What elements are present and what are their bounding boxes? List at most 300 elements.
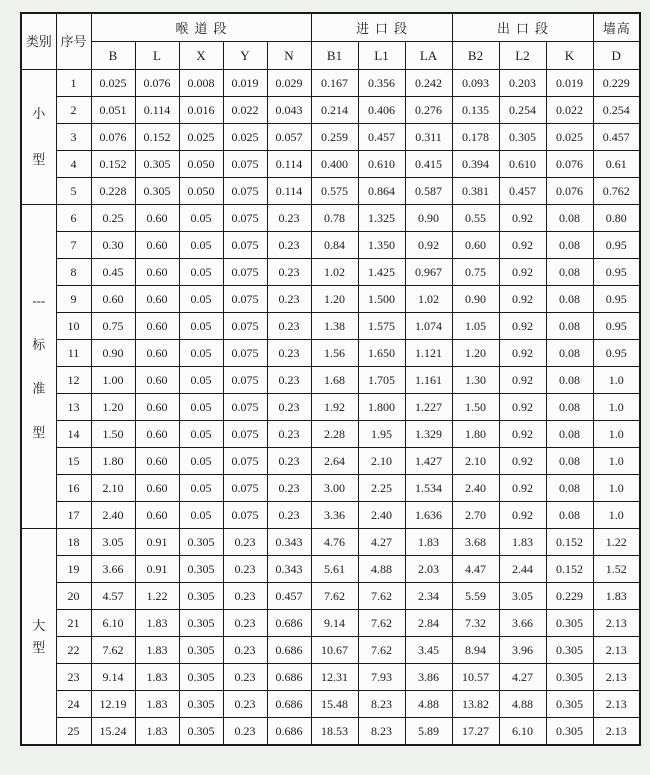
- value-cell-Y: 0.019: [223, 70, 267, 97]
- row-number-cell: 21: [56, 610, 91, 637]
- header-col-K: K: [546, 42, 593, 70]
- value-cell-B: 0.152: [91, 151, 135, 178]
- category-label-line: ---: [32, 292, 46, 308]
- value-cell-B1: 1.20: [311, 286, 358, 313]
- value-cell-L: 1.83: [135, 610, 179, 637]
- value-cell-L2: 0.92: [499, 502, 546, 529]
- value-cell-X: 0.305: [179, 718, 223, 746]
- value-cell-N: 0.686: [267, 691, 311, 718]
- value-cell-LA: 2.34: [405, 583, 452, 610]
- value-cell-X: 0.05: [179, 421, 223, 448]
- value-cell-X: 0.050: [179, 151, 223, 178]
- value-cell-X: 0.05: [179, 448, 223, 475]
- value-cell-K: 0.08: [546, 232, 593, 259]
- value-cell-B: 3.66: [91, 556, 135, 583]
- value-cell-B2: 10.57: [452, 664, 499, 691]
- value-cell-X: 0.05: [179, 394, 223, 421]
- value-cell-D: 1.83: [593, 583, 640, 610]
- value-cell-L2: 0.92: [499, 367, 546, 394]
- value-cell-B: 4.57: [91, 583, 135, 610]
- value-cell-L1: 1.425: [358, 259, 405, 286]
- value-cell-L1: 7.62: [358, 637, 405, 664]
- value-cell-X: 0.016: [179, 97, 223, 124]
- table-row: [21, 313, 640, 340]
- value-cell-B2: 8.94: [452, 637, 499, 664]
- value-cell-X: 0.05: [179, 367, 223, 394]
- value-cell-L: 0.60: [135, 448, 179, 475]
- row-number-cell: 7: [56, 232, 91, 259]
- value-cell-L2: 0.203: [499, 70, 546, 97]
- value-cell-X: 0.305: [179, 529, 223, 556]
- value-cell-B2: 0.093: [452, 70, 499, 97]
- value-cell-L2: 0.92: [499, 313, 546, 340]
- dimension-table: [20, 12, 641, 746]
- table-row: [21, 286, 640, 313]
- value-cell-Y: 0.075: [223, 367, 267, 394]
- value-cell-N: 0.686: [267, 718, 311, 746]
- value-cell-L2: 0.92: [499, 340, 546, 367]
- value-cell-L2: 6.10: [499, 718, 546, 746]
- table-row: [21, 367, 640, 394]
- value-cell-B1: 15.48: [311, 691, 358, 718]
- value-cell-N: 0.23: [267, 502, 311, 529]
- value-cell-B1: 4.76: [311, 529, 358, 556]
- value-cell-B1: 12.31: [311, 664, 358, 691]
- value-cell-Y: 0.23: [223, 691, 267, 718]
- value-cell-Y: 0.025: [223, 124, 267, 151]
- value-cell-L2: 0.92: [499, 232, 546, 259]
- value-cell-LA: 1.02: [405, 286, 452, 313]
- value-cell-L2: 1.83: [499, 529, 546, 556]
- value-cell-N: 0.343: [267, 529, 311, 556]
- value-cell-D: 0.762: [593, 178, 640, 205]
- value-cell-L: 1.83: [135, 637, 179, 664]
- value-cell-L: 0.305: [135, 178, 179, 205]
- value-cell-Y: 0.075: [223, 448, 267, 475]
- value-cell-L2: 0.92: [499, 421, 546, 448]
- value-cell-L2: 0.610: [499, 151, 546, 178]
- table-row: [21, 124, 640, 151]
- value-cell-D: 2.13: [593, 610, 640, 637]
- value-cell-B: 15.24: [91, 718, 135, 746]
- value-cell-K: 0.08: [546, 313, 593, 340]
- value-cell-D: 0.95: [593, 286, 640, 313]
- header-group-outlet: 出口段: [452, 13, 593, 42]
- value-cell-X: 0.008: [179, 70, 223, 97]
- value-cell-N: 0.23: [267, 259, 311, 286]
- value-cell-LA: 1.636: [405, 502, 452, 529]
- value-cell-B: 2.10: [91, 475, 135, 502]
- row-number-cell: 13: [56, 394, 91, 421]
- value-cell-L: 1.22: [135, 583, 179, 610]
- value-cell-LA: 1.121: [405, 340, 452, 367]
- value-cell-D: 0.95: [593, 340, 640, 367]
- value-cell-K: 0.08: [546, 340, 593, 367]
- value-cell-B1: 18.53: [311, 718, 358, 746]
- value-cell-D: 2.13: [593, 664, 640, 691]
- table-header: [21, 13, 640, 70]
- value-cell-Y: 0.075: [223, 232, 267, 259]
- value-cell-B2: 0.75: [452, 259, 499, 286]
- value-cell-Y: 0.075: [223, 502, 267, 529]
- value-cell-K: 0.08: [546, 421, 593, 448]
- header-col-L: L: [135, 42, 179, 70]
- category-cell-标准型: [21, 205, 56, 529]
- value-cell-Y: 0.23: [223, 556, 267, 583]
- table-row: [21, 583, 640, 610]
- value-cell-K: 0.08: [546, 448, 593, 475]
- value-cell-B: 7.62: [91, 637, 135, 664]
- value-cell-B1: 2.28: [311, 421, 358, 448]
- value-cell-LA: 1.83: [405, 529, 452, 556]
- value-cell-D: 1.0: [593, 394, 640, 421]
- value-cell-D: 1.0: [593, 502, 640, 529]
- value-cell-B1: 3.00: [311, 475, 358, 502]
- value-cell-L2: 0.92: [499, 475, 546, 502]
- value-cell-B2: 7.32: [452, 610, 499, 637]
- value-cell-B2: 2.40: [452, 475, 499, 502]
- value-cell-N: 0.23: [267, 394, 311, 421]
- value-cell-B2: 13.82: [452, 691, 499, 718]
- header-row-subcolumns: [21, 42, 640, 70]
- value-cell-N: 0.043: [267, 97, 311, 124]
- value-cell-N: 0.343: [267, 556, 311, 583]
- value-cell-Y: 0.23: [223, 583, 267, 610]
- value-cell-B1: 0.575: [311, 178, 358, 205]
- value-cell-B1: 3.36: [311, 502, 358, 529]
- value-cell-K: 0.019: [546, 70, 593, 97]
- value-cell-L2: 0.92: [499, 205, 546, 232]
- value-cell-K: 0.305: [546, 664, 593, 691]
- value-cell-Y: 0.075: [223, 259, 267, 286]
- value-cell-LA: 0.311: [405, 124, 452, 151]
- value-cell-L2: 3.05: [499, 583, 546, 610]
- value-cell-LA: 0.415: [405, 151, 452, 178]
- row-number-cell: 6: [56, 205, 91, 232]
- value-cell-D: 0.95: [593, 313, 640, 340]
- value-cell-K: 0.08: [546, 259, 593, 286]
- value-cell-L: 0.60: [135, 394, 179, 421]
- value-cell-L1: 0.356: [358, 70, 405, 97]
- table-row: [21, 421, 640, 448]
- value-cell-LA: 2.84: [405, 610, 452, 637]
- value-cell-K: 0.08: [546, 367, 593, 394]
- value-cell-Y: 0.075: [223, 421, 267, 448]
- value-cell-B1: 1.68: [311, 367, 358, 394]
- row-number-cell: 11: [56, 340, 91, 367]
- value-cell-K: 0.08: [546, 394, 593, 421]
- value-cell-N: 0.23: [267, 313, 311, 340]
- value-cell-LA: 1.534: [405, 475, 452, 502]
- table-row: [21, 448, 640, 475]
- value-cell-N: 0.23: [267, 232, 311, 259]
- category-label-line: 小: [32, 106, 46, 121]
- value-cell-N: 0.057: [267, 124, 311, 151]
- value-cell-D: 0.254: [593, 97, 640, 124]
- value-cell-B: 1.50: [91, 421, 135, 448]
- value-cell-LA: 0.276: [405, 97, 452, 124]
- value-cell-X: 0.05: [179, 286, 223, 313]
- value-cell-LA: 3.86: [405, 664, 452, 691]
- table-row: [21, 475, 640, 502]
- header-serial: 序号: [56, 13, 91, 70]
- value-cell-D: 0.80: [593, 205, 640, 232]
- row-number-cell: 22: [56, 637, 91, 664]
- value-cell-L: 0.114: [135, 97, 179, 124]
- value-cell-B: 1.20: [91, 394, 135, 421]
- value-cell-B: 1.80: [91, 448, 135, 475]
- value-cell-L2: 0.92: [499, 448, 546, 475]
- value-cell-B: 0.90: [91, 340, 135, 367]
- value-cell-X: 0.305: [179, 691, 223, 718]
- row-number-cell: 25: [56, 718, 91, 746]
- value-cell-D: 2.13: [593, 637, 640, 664]
- row-number-cell: 9: [56, 286, 91, 313]
- value-cell-L1: 1.350: [358, 232, 405, 259]
- value-cell-B2: 0.381: [452, 178, 499, 205]
- value-cell-L: 0.60: [135, 232, 179, 259]
- value-cell-X: 0.05: [179, 475, 223, 502]
- value-cell-L: 0.60: [135, 340, 179, 367]
- value-cell-B1: 1.92: [311, 394, 358, 421]
- value-cell-N: 0.114: [267, 151, 311, 178]
- table-body: [21, 70, 640, 746]
- value-cell-L1: 4.88: [358, 556, 405, 583]
- value-cell-B2: 2.10: [452, 448, 499, 475]
- value-cell-N: 0.23: [267, 367, 311, 394]
- value-cell-B: 12.19: [91, 691, 135, 718]
- value-cell-N: 0.029: [267, 70, 311, 97]
- value-cell-B2: 0.178: [452, 124, 499, 151]
- value-cell-LA: 0.967: [405, 259, 452, 286]
- category-label-line: 准: [32, 380, 46, 396]
- row-number-cell: 4: [56, 151, 91, 178]
- value-cell-B2: 0.60: [452, 232, 499, 259]
- value-cell-L: 0.60: [135, 313, 179, 340]
- value-cell-B2: 4.47: [452, 556, 499, 583]
- value-cell-L1: 0.457: [358, 124, 405, 151]
- value-cell-B2: 0.55: [452, 205, 499, 232]
- value-cell-B2: 0.135: [452, 97, 499, 124]
- value-cell-N: 0.457: [267, 583, 311, 610]
- category-label: [22, 205, 56, 528]
- value-cell-L1: 1.575: [358, 313, 405, 340]
- row-number-cell: 16: [56, 475, 91, 502]
- value-cell-N: 0.686: [267, 664, 311, 691]
- value-cell-K: 0.08: [546, 286, 593, 313]
- value-cell-L1: 1.800: [358, 394, 405, 421]
- value-cell-B: 2.40: [91, 502, 135, 529]
- value-cell-L: 1.83: [135, 718, 179, 746]
- value-cell-L: 0.60: [135, 367, 179, 394]
- value-cell-D: 0.229: [593, 70, 640, 97]
- category-label-line: 大: [32, 617, 46, 633]
- row-number-cell: 10: [56, 313, 91, 340]
- value-cell-Y: 0.075: [223, 340, 267, 367]
- table-row: [21, 205, 640, 232]
- value-cell-B1: 0.84: [311, 232, 358, 259]
- value-cell-L1: 0.610: [358, 151, 405, 178]
- value-cell-L1: 7.62: [358, 583, 405, 610]
- value-cell-B1: 0.214: [311, 97, 358, 124]
- header-col-Y: Y: [223, 42, 267, 70]
- row-number-cell: 19: [56, 556, 91, 583]
- value-cell-Y: 0.075: [223, 178, 267, 205]
- value-cell-L2: 0.305: [499, 124, 546, 151]
- value-cell-Y: 0.075: [223, 313, 267, 340]
- value-cell-L: 0.60: [135, 502, 179, 529]
- value-cell-L1: 1.650: [358, 340, 405, 367]
- table-row: [21, 151, 640, 178]
- row-number-cell: 17: [56, 502, 91, 529]
- header-col-B2: B2: [452, 42, 499, 70]
- value-cell-X: 0.305: [179, 664, 223, 691]
- value-cell-L2: 0.92: [499, 286, 546, 313]
- value-cell-X: 0.05: [179, 205, 223, 232]
- row-number-cell: 12: [56, 367, 91, 394]
- value-cell-D: 1.22: [593, 529, 640, 556]
- table-row: [21, 556, 640, 583]
- row-number-cell: 18: [56, 529, 91, 556]
- row-number-cell: 3: [56, 124, 91, 151]
- category-label: [22, 529, 56, 744]
- value-cell-L: 1.83: [135, 664, 179, 691]
- value-cell-B2: 0.394: [452, 151, 499, 178]
- value-cell-L2: 3.96: [499, 637, 546, 664]
- value-cell-L1: 2.40: [358, 502, 405, 529]
- value-cell-L1: 1.95: [358, 421, 405, 448]
- value-cell-D: 1.0: [593, 475, 640, 502]
- value-cell-X: 0.305: [179, 556, 223, 583]
- value-cell-L: 0.60: [135, 286, 179, 313]
- header-col-LA: LA: [405, 42, 452, 70]
- value-cell-X: 0.305: [179, 610, 223, 637]
- value-cell-D: 0.61: [593, 151, 640, 178]
- header-category: 类别: [21, 13, 56, 70]
- value-cell-L1: 2.10: [358, 448, 405, 475]
- value-cell-B1: 1.38: [311, 313, 358, 340]
- value-cell-D: 1.0: [593, 367, 640, 394]
- value-cell-B1: 2.64: [311, 448, 358, 475]
- value-cell-B: 0.45: [91, 259, 135, 286]
- value-cell-N: 0.23: [267, 205, 311, 232]
- value-cell-L1: 7.93: [358, 664, 405, 691]
- row-number-cell: 15: [56, 448, 91, 475]
- header-col-L2: L2: [499, 42, 546, 70]
- value-cell-L2: 0.92: [499, 394, 546, 421]
- value-cell-L: 0.60: [135, 205, 179, 232]
- value-cell-L: 0.60: [135, 259, 179, 286]
- value-cell-N: 0.686: [267, 610, 311, 637]
- value-cell-D: 2.13: [593, 718, 640, 746]
- header-col-D: D: [593, 42, 640, 70]
- value-cell-L: 0.152: [135, 124, 179, 151]
- value-cell-L1: 4.27: [358, 529, 405, 556]
- row-number-cell: 5: [56, 178, 91, 205]
- value-cell-N: 0.23: [267, 340, 311, 367]
- value-cell-LA: 0.242: [405, 70, 452, 97]
- value-cell-X: 0.05: [179, 340, 223, 367]
- row-number-cell: 20: [56, 583, 91, 610]
- value-cell-D: 2.13: [593, 691, 640, 718]
- value-cell-B1: 0.400: [311, 151, 358, 178]
- value-cell-B1: 0.259: [311, 124, 358, 151]
- value-cell-B2: 1.80: [452, 421, 499, 448]
- category-label: [22, 70, 56, 204]
- table-row: [21, 70, 640, 97]
- value-cell-K: 0.025: [546, 124, 593, 151]
- value-cell-L1: 0.864: [358, 178, 405, 205]
- value-cell-L1: 8.23: [358, 718, 405, 746]
- table-row: [21, 259, 640, 286]
- header-group-inlet: 进口段: [311, 13, 452, 42]
- value-cell-K: 0.076: [546, 178, 593, 205]
- value-cell-K: 0.305: [546, 691, 593, 718]
- value-cell-X: 0.05: [179, 259, 223, 286]
- value-cell-L: 0.60: [135, 421, 179, 448]
- value-cell-K: 0.152: [546, 556, 593, 583]
- value-cell-N: 0.23: [267, 448, 311, 475]
- value-cell-B: 0.60: [91, 286, 135, 313]
- value-cell-B2: 3.68: [452, 529, 499, 556]
- value-cell-B1: 10.67: [311, 637, 358, 664]
- value-cell-K: 0.305: [546, 718, 593, 746]
- table-row: [21, 502, 640, 529]
- value-cell-L2: 0.254: [499, 97, 546, 124]
- value-cell-LA: 4.88: [405, 691, 452, 718]
- value-cell-D: 1.0: [593, 421, 640, 448]
- value-cell-L: 0.91: [135, 556, 179, 583]
- value-cell-X: 0.305: [179, 637, 223, 664]
- value-cell-LA: 2.03: [405, 556, 452, 583]
- value-cell-X: 0.05: [179, 232, 223, 259]
- value-cell-K: 0.08: [546, 205, 593, 232]
- value-cell-B2: 1.05: [452, 313, 499, 340]
- value-cell-LA: 3.45: [405, 637, 452, 664]
- value-cell-L: 0.60: [135, 475, 179, 502]
- table-row: [21, 232, 640, 259]
- value-cell-B2: 17.27: [452, 718, 499, 746]
- table-row: [21, 637, 640, 664]
- value-cell-Y: 0.075: [223, 394, 267, 421]
- value-cell-B1: 1.02: [311, 259, 358, 286]
- value-cell-LA: 1.427: [405, 448, 452, 475]
- value-cell-L2: 2.44: [499, 556, 546, 583]
- value-cell-X: 0.305: [179, 583, 223, 610]
- value-cell-K: 0.305: [546, 637, 593, 664]
- value-cell-Y: 0.23: [223, 718, 267, 746]
- value-cell-Y: 0.23: [223, 529, 267, 556]
- value-cell-D: 0.95: [593, 232, 640, 259]
- header-row-groups: [21, 13, 640, 42]
- value-cell-L1: 7.62: [358, 610, 405, 637]
- value-cell-L2: 0.92: [499, 259, 546, 286]
- value-cell-B1: 0.78: [311, 205, 358, 232]
- value-cell-N: 0.114: [267, 178, 311, 205]
- value-cell-K: 0.152: [546, 529, 593, 556]
- value-cell-B: 0.25: [91, 205, 135, 232]
- value-cell-B: 0.025: [91, 70, 135, 97]
- category-cell-大型: [21, 529, 56, 746]
- value-cell-B1: 5.61: [311, 556, 358, 583]
- value-cell-Y: 0.075: [223, 286, 267, 313]
- table-row: [21, 718, 640, 746]
- value-cell-LA: 1.227: [405, 394, 452, 421]
- category-label-line: 型: [32, 639, 46, 655]
- row-number-cell: 24: [56, 691, 91, 718]
- value-cell-B: 3.05: [91, 529, 135, 556]
- value-cell-B2: 1.20: [452, 340, 499, 367]
